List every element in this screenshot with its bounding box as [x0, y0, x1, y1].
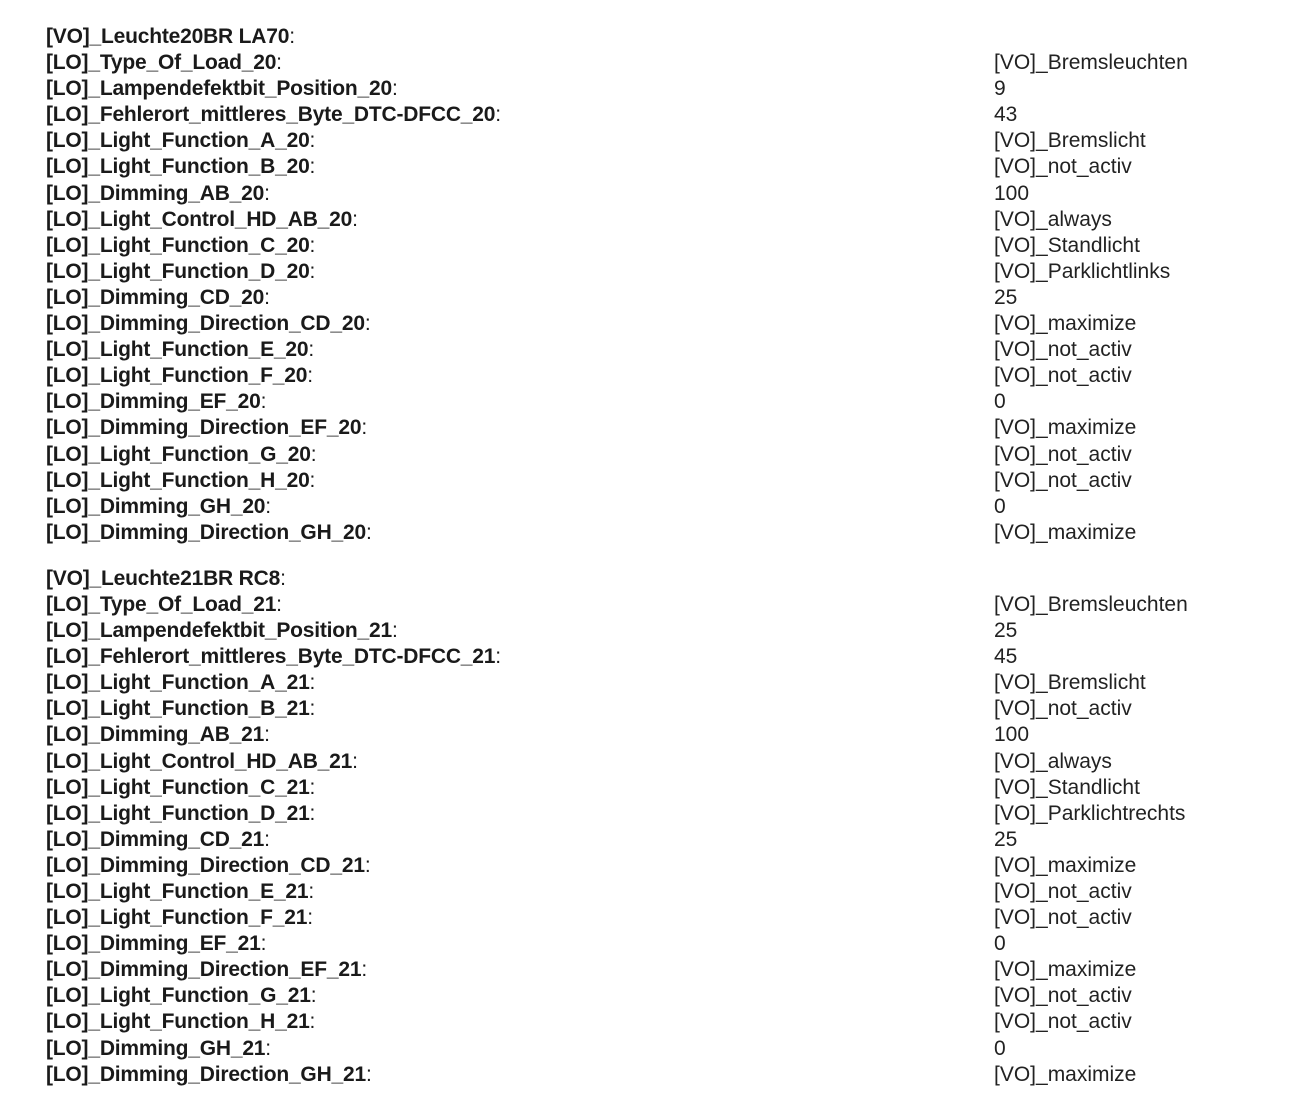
property-value: [VO]_Parklichtlinks	[994, 259, 1171, 283]
property-key: [LO]_Light_Function_A_21:	[46, 671, 316, 695]
property-key: [LO]_Light_Function_D_21:	[46, 801, 316, 825]
property-value: 25	[994, 827, 1018, 851]
property-value: 100	[994, 181, 1030, 205]
property-row	[46, 520, 1286, 546]
property-value: [VO]_Bremslicht	[994, 129, 1146, 153]
property-key: [LO]_Dimming_Direction_EF_20:	[46, 416, 367, 440]
property-row	[46, 957, 1286, 983]
property-value: [VO]_not_activ	[994, 1010, 1132, 1034]
property-key: [LO]_Light_Function_H_20:	[46, 468, 316, 492]
property-row	[46, 905, 1286, 931]
property-key: [LO]_Light_Function_G_21:	[46, 984, 317, 1008]
property-value: [VO]_maximize	[994, 416, 1137, 440]
property-value: [VO]_not_activ	[994, 338, 1132, 362]
property-row	[46, 468, 1286, 494]
property-key: [LO]_Light_Function_H_21:	[46, 1010, 316, 1034]
property-value: 0	[994, 932, 1006, 956]
property-key: [LO]_Light_Function_C_20:	[46, 233, 316, 257]
property-row	[46, 233, 1286, 259]
section-leuchte21	[46, 566, 1286, 1088]
property-row	[46, 618, 1286, 644]
property-key: [LO]_Dimming_EF_20:	[46, 390, 267, 414]
property-value: [VO]_maximize	[994, 520, 1137, 544]
property-value: [VO]_not_activ	[994, 880, 1132, 903]
property-row	[46, 181, 1286, 207]
property-key: [LO]_Light_Function_D_20:	[46, 259, 316, 283]
property-value: [VO]_Bremsleuchten	[994, 51, 1188, 75]
property-row	[46, 259, 1286, 285]
property-key: [LO]_Dimming_CD_20:	[46, 285, 270, 309]
property-row	[46, 50, 1286, 76]
property-value: 25	[994, 285, 1018, 309]
property-row	[46, 801, 1286, 827]
property-row	[46, 1009, 1286, 1035]
property-key: [LO]_Type_Of_Load_20:	[46, 51, 282, 75]
property-value: 100	[994, 723, 1030, 747]
property-value: 0	[994, 494, 1006, 518]
property-value: [VO]_maximize	[994, 1062, 1137, 1086]
property-value: 45	[994, 645, 1018, 669]
property-key: [LO]_Dimming_Direction_GH_21:	[46, 1062, 372, 1086]
property-key: [LO]_Dimming_CD_21:	[46, 827, 270, 851]
property-row	[46, 670, 1286, 696]
property-value: [VO]_always	[994, 207, 1112, 231]
section-title-row	[46, 566, 1286, 592]
property-value: [VO]_Bremsleuchten	[994, 592, 1188, 616]
section-title-row	[46, 24, 1286, 50]
property-value: 43	[994, 103, 1018, 127]
property-row	[46, 696, 1286, 722]
property-row	[46, 337, 1286, 363]
property-key: [LO]_Light_Control_HD_AB_21:	[46, 749, 358, 773]
section-title: [VO]_Leuchte21BR RC8:	[46, 566, 286, 590]
property-row	[46, 592, 1286, 618]
property-key: [LO]_Light_Function_E_20:	[46, 338, 315, 362]
property-row	[46, 389, 1286, 415]
property-value: [VO]_not_activ	[994, 364, 1132, 388]
property-row	[46, 853, 1286, 879]
property-key: [LO]_Dimming_AB_20:	[46, 181, 270, 205]
property-value: [VO]_Parklichtrechts	[994, 801, 1186, 825]
property-row	[46, 363, 1286, 389]
property-value: [VO]_maximize	[994, 958, 1137, 982]
section-leuchte20	[46, 24, 1286, 546]
property-key: [LO]_Light_Function_F_21:	[46, 906, 313, 930]
property-row	[46, 285, 1286, 311]
property-row	[46, 983, 1286, 1009]
property-row	[46, 827, 1286, 853]
property-row	[46, 154, 1286, 180]
property-value: [VO]_Standlicht	[994, 233, 1140, 257]
property-key: [LO]_Fehlerort_mittleres_Byte_DTC-DFCC_21:	[46, 645, 501, 669]
property-row	[46, 749, 1286, 775]
property-key: [LO]_Dimming_Direction_CD_20:	[46, 312, 371, 336]
property-value: [VO]_not_activ	[994, 984, 1132, 1008]
property-row	[46, 76, 1286, 102]
property-value: 9	[994, 77, 1006, 101]
document	[46, 24, 1286, 1088]
property-row	[46, 442, 1286, 468]
property-value: [VO]_not_activ	[994, 155, 1132, 179]
property-row	[46, 931, 1286, 957]
property-row	[46, 775, 1286, 801]
property-value: [VO]_always	[994, 749, 1112, 773]
property-value: [VO]_not_activ	[994, 697, 1132, 721]
property-key: [LO]_Type_Of_Load_21:	[46, 592, 282, 616]
property-key: [LO]_Dimming_AB_21:	[46, 723, 270, 747]
property-row	[46, 722, 1286, 748]
property-key: [LO]_Dimming_GH_21:	[46, 1036, 271, 1060]
property-key: [LO]_Light_Function_B_21:	[46, 697, 316, 721]
property-key: [LO]_Dimming_Direction_CD_21:	[46, 853, 371, 877]
property-key: [LO]_Fehlerort_mittleres_Byte_DTC-DFCC_20:	[46, 103, 501, 127]
property-key: [LO]_Light_Function_A_20:	[46, 129, 316, 153]
property-row	[46, 311, 1286, 337]
property-key: [LO]_Light_Function_C_21:	[46, 775, 316, 799]
property-row	[46, 102, 1286, 128]
property-key: [LO]_Dimming_Direction_GH_20:	[46, 520, 372, 544]
property-key: [LO]_Light_Function_E_21:	[46, 880, 315, 903]
property-row	[46, 879, 1286, 905]
property-key: [LO]_Dimming_GH_20:	[46, 494, 271, 518]
property-value: [VO]_not_activ	[994, 468, 1132, 492]
property-key: [LO]_Lampendefektbit_Position_21:	[46, 619, 398, 643]
property-key: [LO]_Lampendefektbit_Position_20:	[46, 77, 398, 101]
property-value: [VO]_not_activ	[994, 906, 1132, 930]
property-value: 0	[994, 390, 1006, 414]
property-key: [LO]_Light_Control_HD_AB_20:	[46, 207, 358, 231]
property-value: 25	[994, 619, 1018, 643]
property-value: [VO]_maximize	[994, 312, 1137, 336]
property-row	[46, 128, 1286, 154]
property-key: [LO]_Light_Function_G_20:	[46, 442, 317, 466]
property-row	[46, 1036, 1286, 1062]
property-value: [VO]_not_activ	[994, 442, 1132, 466]
property-key: [LO]_Light_Function_F_20:	[46, 364, 313, 388]
property-row	[46, 1062, 1286, 1088]
property-row	[46, 494, 1286, 520]
section-title: [VO]_Leuchte20BR LA70:	[46, 25, 295, 48]
property-value: [VO]_maximize	[994, 853, 1137, 877]
property-key: [LO]_Dimming_Direction_EF_21:	[46, 958, 367, 982]
property-key: [LO]_Light_Function_B_20:	[46, 155, 316, 179]
property-row	[46, 644, 1286, 670]
property-value: [VO]_Standlicht	[994, 775, 1140, 799]
property-row	[46, 207, 1286, 233]
property-value: [VO]_Bremslicht	[994, 671, 1146, 695]
property-row	[46, 415, 1286, 441]
property-key: [LO]_Dimming_EF_21:	[46, 932, 267, 956]
property-value: 0	[994, 1036, 1006, 1060]
